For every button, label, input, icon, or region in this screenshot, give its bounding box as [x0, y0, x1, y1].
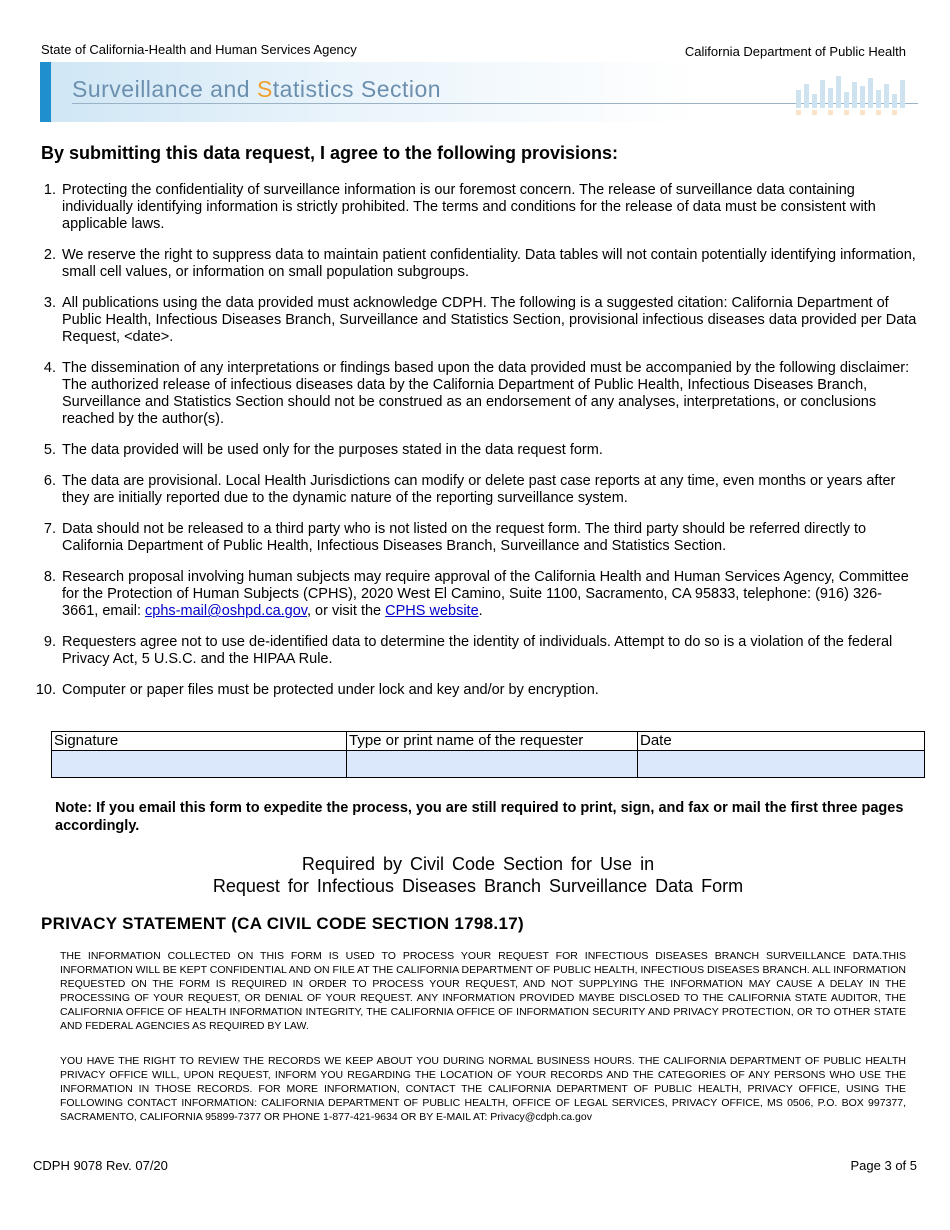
privacy-heading: PRIVACY STATEMENT (CA CIVIL CODE SECTION 1798.17) — [41, 914, 524, 933]
cphs-website-link[interactable]: CPHS website — [385, 603, 479, 619]
list-item: 3. All publications using the data provided must acknowledge CDPH. The following is a suggested citation: California Department of Public Health, Infectious Diseases Branch, Surveillance and Statistics Section, provisional infectious diseases data provided per Data Request, <date>. — [43, 295, 917, 345]
page-number: Page 3 of 5 — [850, 1158, 917, 1173]
requester-name-field-cell — [347, 751, 638, 778]
list-item: 8. Research proposal involving human subjects may require approval of the California Health and Human Services Agency, Committee for the Protection of Human Subjects (CPHS), 2020 West El Camino, Suite 1100, Sacramento, CA 95833, telephone: (916) 326-3661, email: cphs-mail@oshpd.ca.gov, or visit the CPHS website. — [43, 569, 909, 619]
list-item: 10. Computer or paper files must be protected under lock and key and/or by encryption. — [35, 682, 599, 698]
privacy-paragraph-2: YOU HAVE THE RIGHT TO REVIEW THE RECORDS WE KEEP ABOUT YOU DURING NORMAL BUSINESS HOURS. THE CALIFORNIA DEPARTMENT OF PUBLIC HEALTH PRIVACY OFFICE WILL, UPON REQUEST, INFORM YOU REGARDING THE LOCATION OF YOUR RECORDS AND THE CATEGORIES OF ANY PERSONS WHO USE THE INFORMATION IN THOSE RECORDS. FOR MORE INFORMATION, CONTACT THE CALIFORNIA DEPARTMENT OF PUBLIC HEALTH, PRIVACY OFFICE, USING THE FOLLOWING CONTACT INFORMATION: CALIFORNIA DEPARTMENT OF PUBLIC HEALTH, OFFICE OF LEGAL SERVICES, PRIVACY OFFICE, MS 0506, P.O. BOX 997377, SACRAMENTO, CALIFORNIA 95899-7377 OR PHONE 1-877-421-9634 OR BY E-MAIL AT: Privacy@cdph.ca.gov — [60, 1055, 906, 1123]
list-item: 2. We reserve the right to suppress data to maintain patient confidentiality. Data tables will not contain potentially identifying information, small cell values, or information on small population subgroups. — [43, 247, 916, 280]
list-item: 4. The dissemination of any interpretations or findings based upon the data provided must be accompanied by the following disclaimer: The authorized release of infectious diseases data by the California Department of Public Health, Infectious Diseases Branch, Surveillance and Statistics Section should not be construed as an endorsement of any analyses, interpretations, or conclusions reached by the author(s). — [43, 360, 910, 427]
requester-name-label: Type or print name of the requester — [347, 732, 638, 751]
required-line-2: Request for Infectious Diseases Branch Surveillance Data Form — [212, 876, 744, 896]
provisions-list — [0, 182, 918, 713]
required-line-1: Required by Civil Code Section for Use in — [301, 854, 655, 874]
list-item: 7. Data should not be released to a third party who is not listed on the request form. The third party should be referred directly to California Department of Public Health, Infectious Diseases Branch, Surveillance and Statistics Section. — [43, 521, 867, 554]
department-header: California Department of Public Health — [684, 44, 906, 59]
signature-label: Signature — [52, 732, 347, 751]
date-label: Date — [638, 732, 925, 751]
form-number: CDPH 9078 Rev. 07/20 — [33, 1158, 168, 1173]
required-caption — [0, 853, 950, 897]
date-field-cell — [638, 751, 925, 778]
privacy-paragraph-1: THE INFORMATION COLLECTED ON THIS FORM IS USED TO PROCESS YOUR REQUEST FOR INFECTIOUS DISEASES BRANCH SURVEILLANCE DATA.THIS INFORMATION WILL BE KEPT CONFIDENTIAL AND ON FILE AT THE CALIFORNIA DEPARTMENT OF PUBLIC HEALTH, INFECTIOUS DISEASES BRANCH. ALL INFORMATION REQUESTED ON THE FORM IS REQUIRED IN ORDER TO PROCESS YOUR REQUEST, AND NOT SUPPLYING THE INFORMATION MAY CAUSE A DELAY IN THE PROCESSING OF YOUR REQUEST, OR DENIAL OF YOUR REQUEST. ANY INFORMATION PROVIDED MAYBE DISCLOSED TO THE CALIFORNIA STATE AUDITOR, THE CALIFORNIA OFFICE OF HEALTH INFORMATION INTEGRITY, THE CALIFORNIA OFFICE OF INFORMATION SECURITY AND PRIVACY PROTECTION, OR TO OTHER STATE AND FEDERAL AGENCIES AS REQUIRED BY LAW. — [60, 950, 906, 1032]
signature-table — [51, 731, 925, 778]
date-field[interactable] — [638, 751, 924, 777]
email-note: Note: If you email this form to expedite the process, you are still required to print, sign, and fax or mail the first three pages accordingly. — [55, 800, 904, 834]
list-item: 6. The data are provisional. Local Health Jurisdictions can modify or delete past case reports at any time, even months or years after they are initially reported due to the dynamic nature of the reporting surveillance system. — [43, 473, 896, 506]
provisions-heading: By submitting this data request, I agree to the following provisions: — [41, 143, 619, 163]
list-item: 5. The data provided will be used only for the purposes stated in the data request form. — [43, 442, 603, 458]
section-banner — [40, 62, 918, 122]
requester-name-field[interactable] — [347, 751, 637, 777]
agency-header: State of California-Health and Human Services Agency — [41, 42, 357, 57]
signature-field[interactable] — [52, 751, 346, 777]
list-item: 9. Requesters agree not to use de-identified data to determine the identity of individuals. Attempt to do so is a violation of the federal Privacy Act, 5 U.S.C. and the HIPAA Rule. — [43, 634, 893, 667]
cphs-email-link[interactable]: cphs-mail@oshpd.ca.gov — [145, 603, 307, 619]
list-item: 1. Protecting the confidentiality of surveillance information is our foremost concern. The release of surveillance data containing individually identifying information is strictly prohibited. The terms and conditions for the release of data must be consistent with applicable laws. — [43, 182, 876, 232]
signature-field-cell — [52, 751, 347, 778]
banner-accent-bar — [40, 62, 51, 122]
bar-chart-icon — [792, 74, 912, 116]
banner-title: Surveillance and Statistics Section — [72, 76, 442, 102]
